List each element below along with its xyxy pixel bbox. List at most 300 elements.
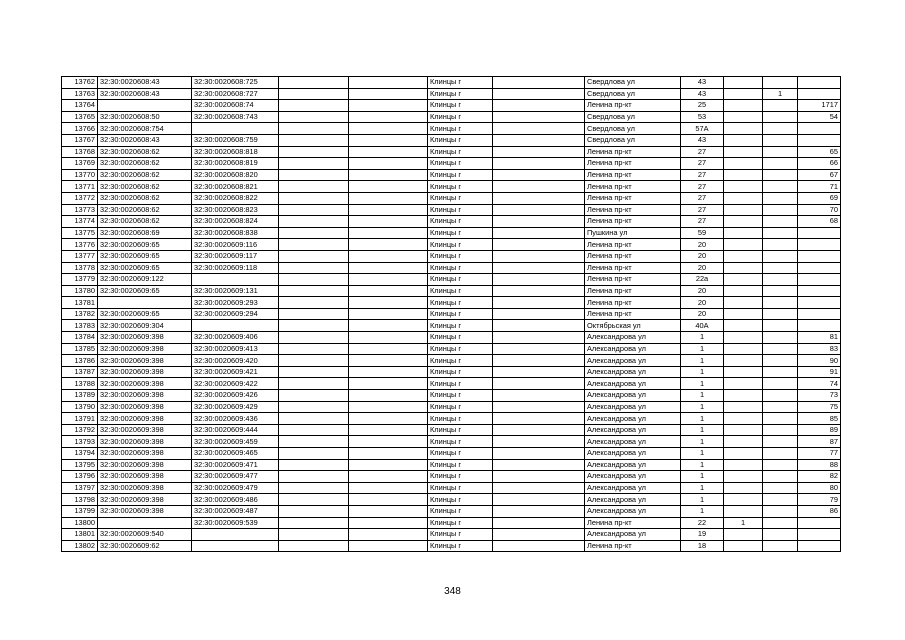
cell-row-number: 13797: [62, 482, 98, 494]
cell-column-7: [493, 343, 585, 355]
cell-row-number: 13777: [62, 250, 98, 262]
cell-street: Александрова ул: [585, 448, 681, 460]
cell-object-cadastral-number: 32:30:0020608:820: [192, 169, 279, 181]
cell-column-11: [763, 540, 798, 552]
table-row: [62, 181, 841, 193]
cell-land-plot-cadastral-number: 32:30:0020609:122: [98, 274, 192, 286]
cell-street: Александрова ул: [585, 471, 681, 483]
cell-object-cadastral-number: 32:30:0020609:117: [192, 250, 279, 262]
table-row: [62, 134, 841, 146]
cell-column-10: [724, 111, 763, 123]
cell-house-number: 1: [681, 505, 724, 517]
cell-apartment-number: [798, 123, 841, 135]
cell-column-7: [493, 459, 585, 471]
cell-column-7: [493, 77, 585, 89]
cell-object-cadastral-number: 32:30:0020608:823: [192, 204, 279, 216]
cell-row-number: 13774: [62, 216, 98, 228]
cell-column-5: [349, 297, 428, 309]
cell-land-plot-cadastral-number: 32:30:0020609:398: [98, 448, 192, 460]
cell-object-cadastral-number: 32:30:0020609:539: [192, 517, 279, 529]
cell-object-cadastral-number: [192, 320, 279, 332]
cell-column-4: [279, 448, 349, 460]
cell-column-4: [279, 378, 349, 390]
cell-city: Клинцы г: [428, 111, 493, 123]
cell-column-5: [349, 413, 428, 425]
table-row: [62, 158, 841, 170]
cell-column-4: [279, 134, 349, 146]
cell-house-number: 1: [681, 494, 724, 506]
cell-column-7: [493, 146, 585, 158]
table-row: [62, 424, 841, 436]
table-row: [62, 100, 841, 112]
cell-object-cadastral-number: 32:30:0020609:465: [192, 448, 279, 460]
cell-column-11: [763, 424, 798, 436]
cell-column-5: [349, 134, 428, 146]
cell-row-number: 13790: [62, 401, 98, 413]
cell-column-10: [724, 146, 763, 158]
cell-apartment-number: 71: [798, 181, 841, 193]
cell-land-plot-cadastral-number: 32:30:0020609:398: [98, 424, 192, 436]
cell-column-7: [493, 262, 585, 274]
table-row: [62, 274, 841, 286]
cell-land-plot-cadastral-number: 32:30:0020609:398: [98, 436, 192, 448]
cell-column-7: [493, 517, 585, 529]
cell-street: Свердлова ул: [585, 134, 681, 146]
cell-street: Ленина пр-кт: [585, 239, 681, 251]
cell-column-10: [724, 482, 763, 494]
cell-land-plot-cadastral-number: 32:30:0020608:62: [98, 158, 192, 170]
cell-land-plot-cadastral-number: [98, 517, 192, 529]
cell-column-10: [724, 239, 763, 251]
cell-column-11: [763, 459, 798, 471]
cell-column-10: [724, 505, 763, 517]
cell-city: Клинцы г: [428, 471, 493, 483]
cell-column-7: [493, 134, 585, 146]
property-registry-table: [61, 76, 841, 552]
cell-city: Клинцы г: [428, 459, 493, 471]
cell-column-5: [349, 505, 428, 517]
cell-column-10: 1: [724, 517, 763, 529]
cell-column-4: [279, 471, 349, 483]
cell-column-7: [493, 494, 585, 506]
cell-column-10: [724, 134, 763, 146]
cell-apartment-number: 89: [798, 424, 841, 436]
cell-column-5: [349, 169, 428, 181]
cell-column-7: [493, 482, 585, 494]
cell-street: Александрова ул: [585, 529, 681, 541]
cell-column-11: [763, 239, 798, 251]
cell-house-number: 20: [681, 308, 724, 320]
cell-house-number: 1: [681, 366, 724, 378]
cell-house-number: 27: [681, 146, 724, 158]
cell-land-plot-cadastral-number: 32:30:0020609:65: [98, 285, 192, 297]
cell-land-plot-cadastral-number: [98, 297, 192, 309]
cell-column-10: [724, 366, 763, 378]
cell-city: Клинцы г: [428, 390, 493, 402]
cell-house-number: 1: [681, 436, 724, 448]
cell-object-cadastral-number: [192, 529, 279, 541]
table-row: [62, 285, 841, 297]
cell-house-number: 43: [681, 77, 724, 89]
cell-column-5: [349, 471, 428, 483]
cell-street: Ленина пр-кт: [585, 308, 681, 320]
cell-house-number: 59: [681, 227, 724, 239]
cell-column-4: [279, 505, 349, 517]
cell-apartment-number: [798, 529, 841, 541]
cell-column-11: [763, 401, 798, 413]
cell-apartment-number: 79: [798, 494, 841, 506]
cell-house-number: 1: [681, 471, 724, 483]
cell-street: Александрова ул: [585, 424, 681, 436]
cell-street: Пушкина ул: [585, 227, 681, 239]
cell-land-plot-cadastral-number: [98, 100, 192, 112]
cell-column-5: [349, 88, 428, 100]
cell-column-5: [349, 378, 428, 390]
cell-city: Клинцы г: [428, 366, 493, 378]
cell-house-number: 1: [681, 413, 724, 425]
cell-row-number: 13780: [62, 285, 98, 297]
cell-land-plot-cadastral-number: 32:30:0020609:398: [98, 332, 192, 344]
cell-apartment-number: [798, 285, 841, 297]
cell-column-10: [724, 459, 763, 471]
cell-column-4: [279, 181, 349, 193]
cell-column-11: [763, 471, 798, 483]
cell-apartment-number: 65: [798, 146, 841, 158]
cell-house-number: 20: [681, 250, 724, 262]
cell-column-11: [763, 505, 798, 517]
table-row: [62, 505, 841, 517]
cell-object-cadastral-number: 32:30:0020609:406: [192, 332, 279, 344]
cell-row-number: 13776: [62, 239, 98, 251]
cell-column-4: [279, 227, 349, 239]
cell-column-10: [724, 471, 763, 483]
cell-column-10: [724, 297, 763, 309]
table-row: [62, 529, 841, 541]
cell-house-number: 27: [681, 192, 724, 204]
cell-column-11: [763, 355, 798, 367]
cell-column-11: [763, 308, 798, 320]
cell-street: Ленина пр-кт: [585, 250, 681, 262]
cell-column-10: [724, 355, 763, 367]
cell-column-10: [724, 424, 763, 436]
cell-column-5: [349, 123, 428, 135]
cell-object-cadastral-number: 32:30:0020608:759: [192, 134, 279, 146]
cell-column-10: [724, 448, 763, 460]
cell-column-4: [279, 424, 349, 436]
cell-column-10: [724, 274, 763, 286]
cell-apartment-number: [798, 297, 841, 309]
cell-object-cadastral-number: 32:30:0020609:426: [192, 390, 279, 402]
cell-row-number: 13770: [62, 169, 98, 181]
table-row: [62, 88, 841, 100]
cell-column-11: [763, 158, 798, 170]
table-row: [62, 111, 841, 123]
cell-column-4: [279, 413, 349, 425]
cell-apartment-number: 74: [798, 378, 841, 390]
cell-column-11: [763, 146, 798, 158]
cell-column-4: [279, 239, 349, 251]
cell-street: Свердлова ул: [585, 77, 681, 89]
cell-street: Октябрьская ул: [585, 320, 681, 332]
cell-column-11: [763, 332, 798, 344]
cell-column-4: [279, 459, 349, 471]
cell-row-number: 13784: [62, 332, 98, 344]
cell-column-5: [349, 146, 428, 158]
cell-apartment-number: [798, 274, 841, 286]
cell-apartment-number: 68: [798, 216, 841, 228]
cell-apartment-number: 73: [798, 390, 841, 402]
cell-column-10: [724, 285, 763, 297]
cell-street: Ленина пр-кт: [585, 540, 681, 552]
cell-column-4: [279, 436, 349, 448]
cell-row-number: 13773: [62, 204, 98, 216]
cell-row-number: 13772: [62, 192, 98, 204]
cell-column-4: [279, 332, 349, 344]
cell-house-number: 1: [681, 343, 724, 355]
cell-column-7: [493, 529, 585, 541]
cell-column-11: [763, 192, 798, 204]
table-row: [62, 297, 841, 309]
cell-row-number: 13788: [62, 378, 98, 390]
cell-column-10: [724, 343, 763, 355]
cell-column-4: [279, 169, 349, 181]
cell-row-number: 13762: [62, 77, 98, 89]
cell-row-number: 13771: [62, 181, 98, 193]
cell-object-cadastral-number: 32:30:0020609:421: [192, 366, 279, 378]
cell-column-11: [763, 494, 798, 506]
cell-city: Клинцы г: [428, 494, 493, 506]
cell-column-4: [279, 355, 349, 367]
cell-column-7: [493, 366, 585, 378]
cell-object-cadastral-number: [192, 274, 279, 286]
cell-house-number: 1: [681, 448, 724, 460]
cell-column-5: [349, 158, 428, 170]
cell-apartment-number: [798, 239, 841, 251]
cell-object-cadastral-number: 32:30:0020609:293: [192, 297, 279, 309]
cell-apartment-number: 88: [798, 459, 841, 471]
table-row: [62, 320, 841, 332]
cell-row-number: 13799: [62, 505, 98, 517]
cell-street: Ленина пр-кт: [585, 297, 681, 309]
cell-column-5: [349, 250, 428, 262]
cell-city: Клинцы г: [428, 146, 493, 158]
cell-column-5: [349, 366, 428, 378]
cell-column-7: [493, 378, 585, 390]
cell-column-7: [493, 227, 585, 239]
cell-street: Александрова ул: [585, 390, 681, 402]
cell-house-number: 18: [681, 540, 724, 552]
cell-column-11: [763, 448, 798, 460]
cell-object-cadastral-number: [192, 123, 279, 135]
cell-apartment-number: 85: [798, 413, 841, 425]
cell-apartment-number: 81: [798, 332, 841, 344]
cell-street: Ленина пр-кт: [585, 262, 681, 274]
cell-object-cadastral-number: 32:30:0020608:725: [192, 77, 279, 89]
cell-row-number: 13787: [62, 366, 98, 378]
cell-apartment-number: 90: [798, 355, 841, 367]
cell-column-5: [349, 529, 428, 541]
cell-city: Клинцы г: [428, 262, 493, 274]
cell-row-number: 13798: [62, 494, 98, 506]
cell-column-7: [493, 540, 585, 552]
cell-column-7: [493, 100, 585, 112]
cell-column-5: [349, 77, 428, 89]
cell-column-5: [349, 355, 428, 367]
table-row: [62, 332, 841, 344]
cell-column-7: [493, 274, 585, 286]
cell-column-5: [349, 262, 428, 274]
cell-city: Клинцы г: [428, 540, 493, 552]
cell-city: Клинцы г: [428, 482, 493, 494]
cell-land-plot-cadastral-number: 32:30:0020609:398: [98, 343, 192, 355]
cell-object-cadastral-number: 32:30:0020608:838: [192, 227, 279, 239]
cell-column-4: [279, 343, 349, 355]
table-row: [62, 494, 841, 506]
cell-column-4: [279, 390, 349, 402]
cell-city: Клинцы г: [428, 529, 493, 541]
cell-column-7: [493, 355, 585, 367]
cell-row-number: 13783: [62, 320, 98, 332]
cell-city: Клинцы г: [428, 274, 493, 286]
cell-land-plot-cadastral-number: 32:30:0020609:398: [98, 471, 192, 483]
cell-city: Клинцы г: [428, 227, 493, 239]
cell-column-10: [724, 401, 763, 413]
cell-column-7: [493, 320, 585, 332]
cell-column-10: [724, 192, 763, 204]
cell-column-11: [763, 100, 798, 112]
cell-row-number: 13794: [62, 448, 98, 460]
cell-column-4: [279, 100, 349, 112]
cell-city: Клинцы г: [428, 169, 493, 181]
cell-house-number: 1: [681, 355, 724, 367]
table-row: [62, 401, 841, 413]
cell-street: Ленина пр-кт: [585, 158, 681, 170]
cell-house-number: 43: [681, 88, 724, 100]
cell-column-11: [763, 343, 798, 355]
cell-column-5: [349, 343, 428, 355]
cell-apartment-number: 75: [798, 401, 841, 413]
cell-object-cadastral-number: 32:30:0020609:459: [192, 436, 279, 448]
cell-column-5: [349, 239, 428, 251]
cell-column-7: [493, 111, 585, 123]
cell-house-number: 1: [681, 390, 724, 402]
cell-column-11: 1: [763, 88, 798, 100]
cell-apartment-number: 77: [798, 448, 841, 460]
cell-land-plot-cadastral-number: 32:30:0020609:304: [98, 320, 192, 332]
cell-street: Ленина пр-кт: [585, 204, 681, 216]
cell-column-10: [724, 378, 763, 390]
table-row: [62, 227, 841, 239]
cell-street: Александрова ул: [585, 505, 681, 517]
cell-column-7: [493, 169, 585, 181]
cell-house-number: 22а: [681, 274, 724, 286]
cell-column-11: [763, 181, 798, 193]
cell-apartment-number: [798, 77, 841, 89]
cell-column-4: [279, 204, 349, 216]
cell-column-4: [279, 494, 349, 506]
table-row: [62, 239, 841, 251]
cell-column-10: [724, 320, 763, 332]
cell-street: Свердлова ул: [585, 111, 681, 123]
cell-column-11: [763, 204, 798, 216]
cell-apartment-number: [798, 88, 841, 100]
cell-street: Свердлова ул: [585, 123, 681, 135]
cell-column-7: [493, 308, 585, 320]
table-row: [62, 366, 841, 378]
cell-row-number: 13769: [62, 158, 98, 170]
cell-street: Ленина пр-кт: [585, 216, 681, 228]
cell-column-4: [279, 250, 349, 262]
cell-house-number: 57А: [681, 123, 724, 135]
cell-city: Клинцы г: [428, 378, 493, 390]
table-row: [62, 123, 841, 135]
cell-apartment-number: [798, 227, 841, 239]
cell-column-10: [724, 390, 763, 402]
cell-column-7: [493, 239, 585, 251]
cell-column-5: [349, 111, 428, 123]
cell-apartment-number: 67: [798, 169, 841, 181]
cell-column-10: [724, 227, 763, 239]
cell-land-plot-cadastral-number: 32:30:0020609:398: [98, 355, 192, 367]
cell-city: Клинцы г: [428, 297, 493, 309]
cell-street: Александрова ул: [585, 482, 681, 494]
cell-column-10: [724, 308, 763, 320]
cell-row-number: 13765: [62, 111, 98, 123]
cell-object-cadastral-number: 32:30:0020609:436: [192, 413, 279, 425]
cell-column-7: [493, 436, 585, 448]
cell-object-cadastral-number: 32:30:0020609:413: [192, 343, 279, 355]
table-row: [62, 436, 841, 448]
cell-city: Клинцы г: [428, 192, 493, 204]
table-body: [62, 77, 841, 552]
cell-column-10: [724, 88, 763, 100]
cell-house-number: 27: [681, 181, 724, 193]
cell-object-cadastral-number: 32:30:0020609:487: [192, 505, 279, 517]
cell-column-11: [763, 227, 798, 239]
cell-column-10: [724, 494, 763, 506]
table-row: [62, 413, 841, 425]
cell-street: Александрова ул: [585, 355, 681, 367]
cell-city: Клинцы г: [428, 204, 493, 216]
cell-street: Александрова ул: [585, 494, 681, 506]
cell-column-4: [279, 308, 349, 320]
cell-column-7: [493, 297, 585, 309]
cell-column-7: [493, 181, 585, 193]
cell-apartment-number: 54: [798, 111, 841, 123]
cell-column-11: [763, 320, 798, 332]
cell-column-5: [349, 482, 428, 494]
cell-column-10: [724, 413, 763, 425]
cell-house-number: 1: [681, 332, 724, 344]
cell-street: Ленина пр-кт: [585, 274, 681, 286]
cell-land-plot-cadastral-number: 32:30:0020608:754: [98, 123, 192, 135]
cell-object-cadastral-number: [192, 540, 279, 552]
cell-apartment-number: 86: [798, 505, 841, 517]
cell-house-number: 1: [681, 459, 724, 471]
cell-house-number: 1: [681, 401, 724, 413]
cell-column-10: [724, 436, 763, 448]
table-row: [62, 77, 841, 89]
cell-column-11: [763, 378, 798, 390]
cell-row-number: 13768: [62, 146, 98, 158]
table-row: [62, 482, 841, 494]
cell-street: Александрова ул: [585, 436, 681, 448]
cell-land-plot-cadastral-number: 32:30:0020609:540: [98, 529, 192, 541]
cell-row-number: 13789: [62, 390, 98, 402]
cell-city: Клинцы г: [428, 413, 493, 425]
cell-column-5: [349, 459, 428, 471]
cell-column-11: [763, 262, 798, 274]
